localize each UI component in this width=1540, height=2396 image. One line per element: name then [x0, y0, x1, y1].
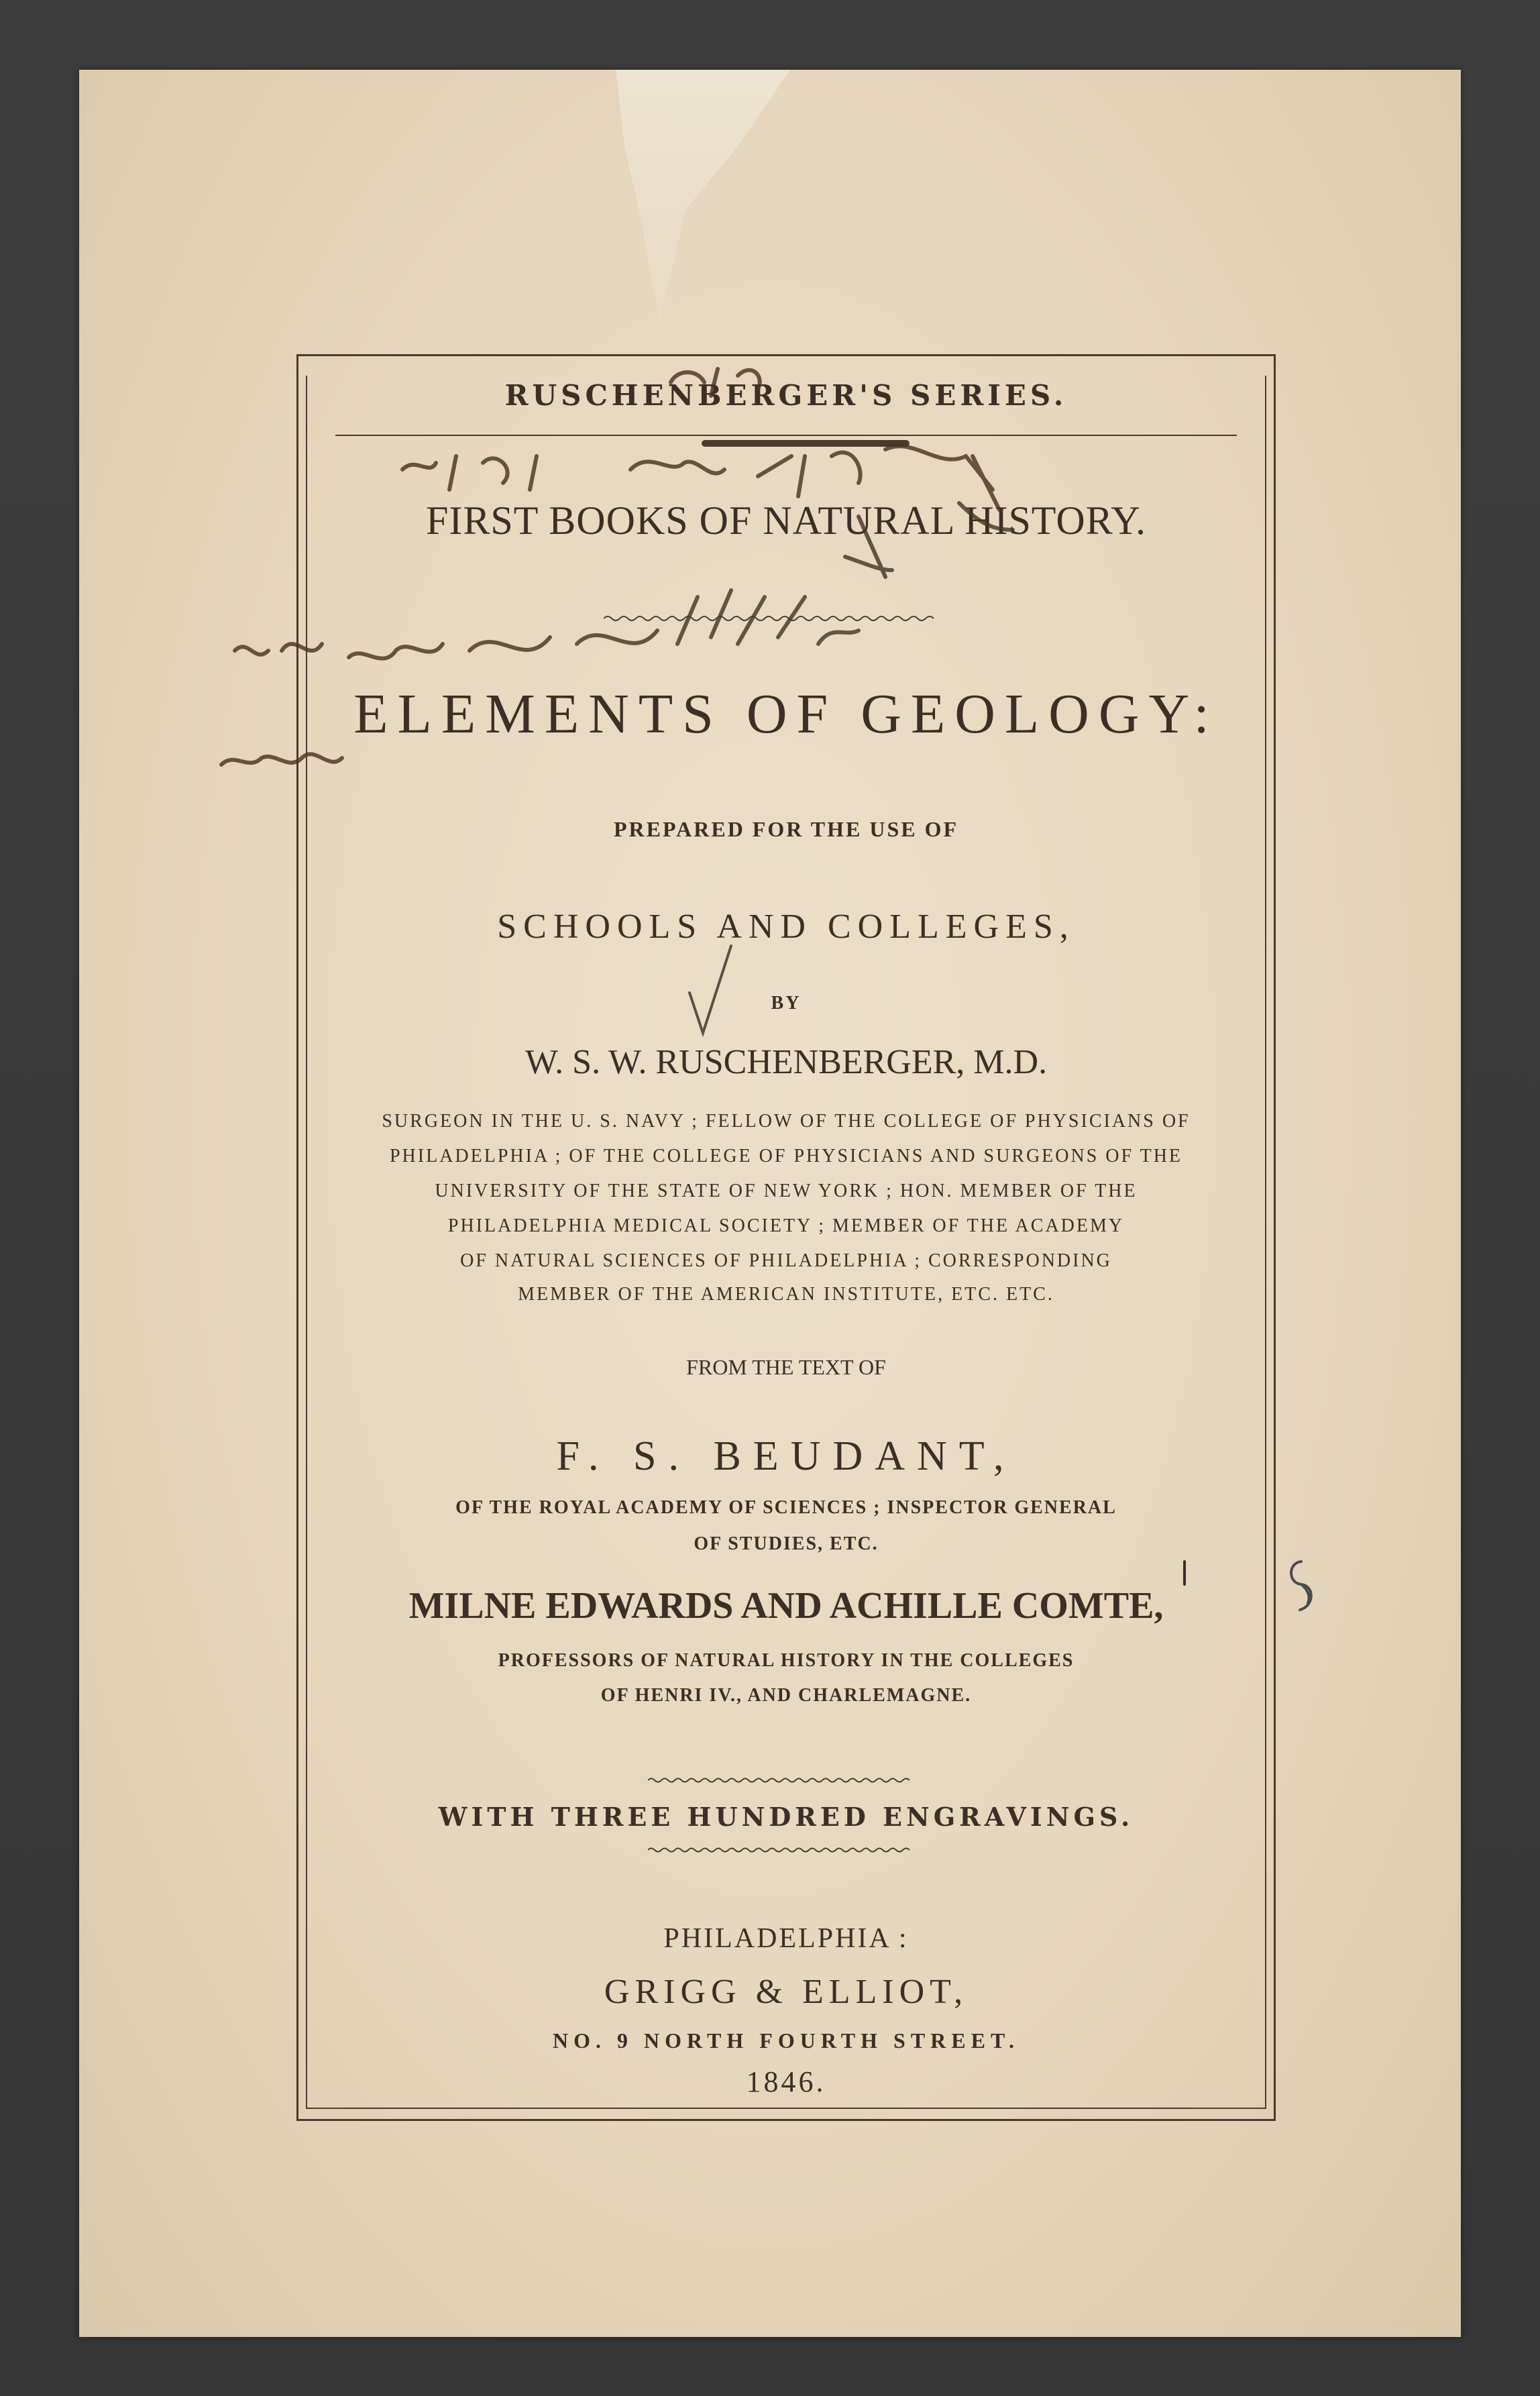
co-author-credential: PROFESSORS OF NATURAL HISTORY IN THE COLLEGES [498, 1650, 1075, 1671]
author-credential-line: MEMBER OF THE AMERICAN INSTITUTE, ETC. ETC. [518, 1284, 1054, 1305]
author-credential-line: UNIVERSITY OF THE STATE OF NEW YORK ; HON. MEMBER OF THE [435, 1181, 1138, 1201]
subseries-title: FIRST BOOKS OF NATURAL HISTORY. [425, 498, 1147, 543]
imprint-address: NO. 9 NORTH FOURTH STREET. [553, 2028, 1020, 2053]
prepared-line: PREPARED FOR THE USE OF [613, 817, 959, 841]
audience-line: SCHOOLS AND COLLEGES, [497, 908, 1075, 946]
author-name: W. S. W. RUSCHENBERGER, M.D. [525, 1043, 1048, 1081]
by-line: BY [771, 993, 802, 1014]
imprint-city: PHILADELPHIA : [663, 1923, 909, 1954]
series-rule [335, 435, 1237, 436]
from-text-line: FROM THE TEXT OF [686, 1355, 886, 1379]
source-author-credential: OF THE ROYAL ACADEMY OF SCIENCES ; INSPECTOR GENERAL [455, 1497, 1117, 1518]
imprint-publisher: GRIGG & ELLIOT, [604, 1973, 969, 2011]
ornamental-wave-rule [604, 612, 939, 625]
author-credential-line: PHILADELPHIA ; OF THE COLLEGE OF PHYSICIANS AND SURGEONS OF THE [389, 1146, 1183, 1166]
illustrations-note: WITH THREE HUNDRED ENGRAVINGS. [438, 1802, 1134, 1832]
author-credential-line: SURGEON IN THE U. S. NAVY ; FELLOW OF THE COLLEGE OF PHYSICIANS OF [382, 1111, 1191, 1132]
source-author-credential: OF STUDIES, ETC. [694, 1533, 879, 1554]
ornamental-wave-rule [648, 1845, 916, 1855]
paper-tear [616, 70, 790, 325]
imprint-year: 1846. [746, 2065, 826, 2098]
co-authors: MILNE EDWARDS AND ACHILLE COMTE, [408, 1585, 1164, 1627]
author-credential-line: OF NATURAL SCIENCES OF PHILADELPHIA ; CORRESPONDING [460, 1250, 1112, 1271]
author-credential-line: PHILADELPHIA MEDICAL SOCIETY ; MEMBER OF THE ACADEMY [447, 1215, 1125, 1236]
series-rule-thick [702, 440, 910, 447]
ornamental-wave-rule [648, 1775, 916, 1786]
source-author: F. S. BEUDANT, [556, 1433, 1016, 1479]
co-author-credential: OF HENRI IV., AND CHARLEMAGNE. [600, 1685, 972, 1706]
main-title: ELEMENTS OF GEOLOGY: [353, 683, 1219, 745]
series-title: RUSCHENBERGER'S SERIES. [504, 379, 1068, 412]
